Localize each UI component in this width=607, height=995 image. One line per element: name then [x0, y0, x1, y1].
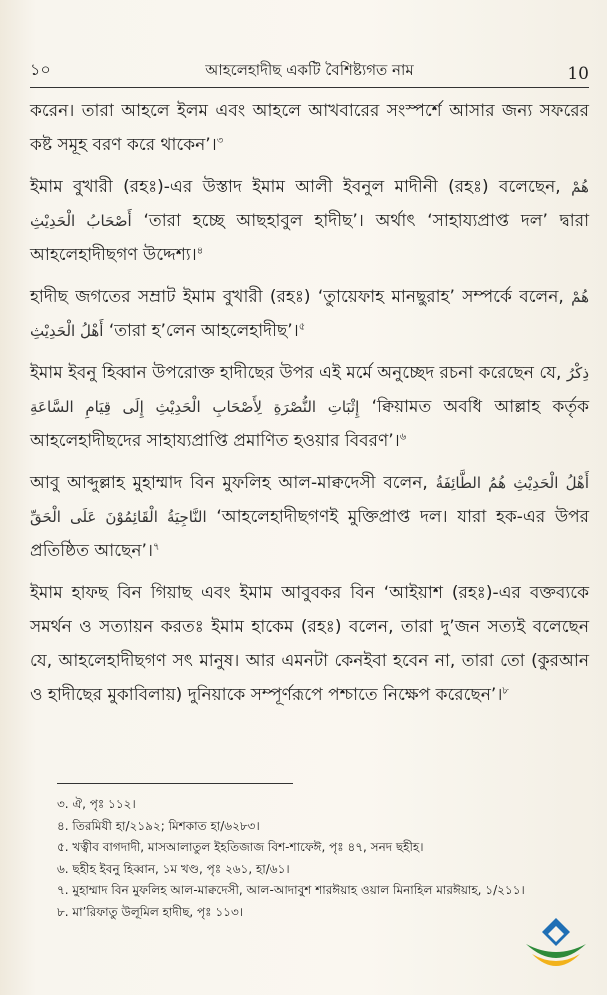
running-header	[30, 56, 589, 88]
footnote-ref: ৭	[153, 541, 160, 553]
paragraph-3	[30, 280, 589, 348]
paragraph-text: ইমাম বুখারী (রহঃ)-এর উস্তাদ ইমাম আলী ইবনুল মাদীনী (রহঃ) বলেছেন,	[30, 177, 561, 197]
paragraph-text: ‘তারা হচ্ছে আছহাবুল হাদীছ’। অর্থাৎ ‘সাহায্যপ্রাপ্ত দল’ দ্বারা আহলেহাদীছগণ উদ্দেশ্য।	[30, 211, 589, 265]
paragraph-text: ইমাম হাফছ বিন গিয়াছ এবং ইমাম আবুবকর বিন ‘আইয়াশ (রহঃ)-এর বক্তব্যকে সমর্থন ও সত্যায়ন করতঃ ইমাম হাকেম (রহঃ) বলেন, তারা দু’জন সত্যই বলেছেন যে, আহলেহাদীছগণ সৎ মানুষ। আর এমনটা কেনইবা হবেন না, তারা তো (কুরআন ও হাদীছের মুকাবিলায়) দুনিয়াকে সম্পূর্ণরূপে পশ্চাতে নিক্ষেপ করেছেন’।	[30, 583, 589, 705]
footnote-item: ৪. তিরমিযী হা/২১৯২; মিশকাত হা/৬২৮৩।	[57, 818, 260, 833]
paragraph-1	[30, 94, 589, 162]
running-title: আহলেহাদীছ একটি বৈশিষ্ট্যগত নাম	[205, 61, 414, 79]
paragraph-text: আবু আব্দুল্লাহ মুহাম্মাদ বিন মুফলিহ আল-মাক্বদেসী বলেন,	[30, 473, 428, 493]
paragraph-text: ইমাম ইবনু হিব্বান উপরোক্ত হাদীছের উপর এই মর্মে অনুচ্ছেদ রচনা করেছেন যে,	[30, 363, 562, 383]
paragraph-6	[30, 576, 589, 712]
body-text	[30, 94, 589, 720]
arabic-quote: ذِكْرُ إِثْبَاتِ النُّصْرَةِ لِأَصْحَابِ الْحَدِيْثِ إِلَى قِيَامِ السَّاعَةِ	[30, 364, 590, 416]
paragraph-text: হাদীছ জগতের সম্রাট ইমাম বুখারী (রহঃ) ‘তুায়েফাহ মানছুরাহ’ সম্পর্কে বলেন,	[30, 287, 564, 307]
paragraph-2	[30, 170, 589, 272]
footnote-item: ৮. মা’রিফাতু উলূমিল হাদীছ, পৃঃ ১১৩।	[57, 904, 244, 919]
paragraph-text: করেন। তারা আহলে ইলম এবং আহলে আখবারের সংস্পর্শে আসার জন্য সফরের কষ্ট সমূহ বরণ করে থাকেন’।	[30, 101, 589, 155]
footnote-ref: ৬	[399, 431, 407, 443]
footnote-divider	[57, 783, 293, 784]
footnote-ref: ৩	[216, 135, 224, 147]
paragraph-4	[30, 356, 589, 458]
footnote-item: ৩. ঐ, পৃঃ ১১২।	[57, 797, 136, 811]
footnote-ref: ৮	[502, 685, 509, 697]
footnotes	[57, 794, 595, 923]
paragraph-5	[30, 466, 589, 568]
page-number: 10	[567, 64, 589, 84]
footnote-ref: ৪	[196, 245, 204, 257]
arabic-quote: أَهْلُ الْحَدِيْثِ هُمُ الطَّائِفَةُ النَّاجِيَةُ الْقَائِمُوْنَ عَلَى الْحَقِّ	[30, 474, 589, 526]
arabic-quote: هُمْ أَصْحَابُ الْحَدِيْثِ	[30, 178, 589, 230]
arabic-quote: هُمْ أَهْلُ الْحَدِيْثِ	[30, 288, 590, 340]
footnote-item: ৭. মুহাম্মাদ বিন মুফলিহ আল-মাক্বদেসী, আল-আদাবুশ শারঈয়াহ ওয়াল মিনাহিল মারঈয়াহ, ১/২১১।	[57, 883, 525, 897]
footnote-item: ৬. ছহীহ ইবনু হিব্বান, ১ম খণ্ড, পৃঃ ২৬১, হা/৬১।	[57, 861, 290, 876]
paragraph-text: ‘আহলেহাদীছগণই মুক্তিপ্রাপ্ত দল। যারা হক-এর উপর প্রতিষ্ঠিত আছেন’।	[30, 507, 589, 561]
footnote-ref: ৫	[298, 321, 306, 333]
publisher-logo-icon	[520, 914, 592, 980]
page-number-bengali: ১০	[30, 60, 51, 79]
footnote-item: ৫. খত্বীব বাগদাদী, মাসআলাতুল ইহতিজাজ বিশ-শাফেঈ, পৃঃ ৪৭, সনদ ছহীহ।	[57, 840, 424, 854]
paragraph-text: ‘তারা হ’লেন আহলেহাদীছ’।	[108, 321, 299, 341]
paragraph-text: ‘ক্বিয়ামত অবধি আল্লাহ কর্তৃক আহলেহাদীছদের সাহায্যপ্রাপ্তি প্রমাণিত হওয়ার বিবরণ’।	[30, 397, 589, 451]
